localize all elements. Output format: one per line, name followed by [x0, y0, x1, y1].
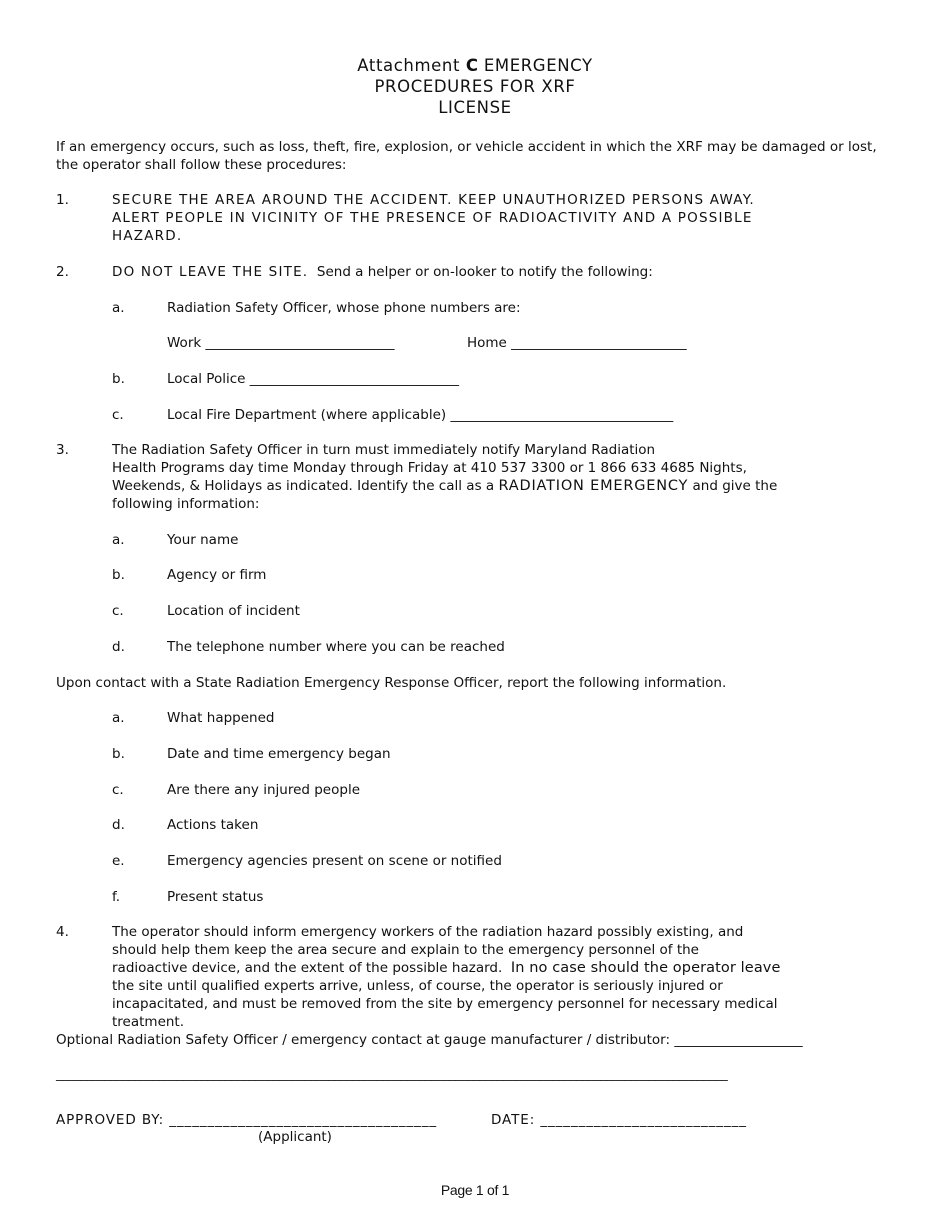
step3-line3-a: Weekends, & Holidays as indicated. Identify the call as a	[112, 478, 495, 494]
contact-intro: Upon contact with a State Radiation Emergency Response Officer, report the following information.	[56, 675, 727, 691]
applicant-caption: (Applicant)	[258, 1129, 332, 1145]
optional-contact-line2: _______________________________________________________________________________________________________________	[56, 1066, 728, 1081]
step2-item-a-text: Radiation Safety Officer, whose phone numbers are:	[167, 300, 521, 316]
title-line3: LICENSE	[438, 98, 512, 117]
date-field: DATE: ___________________________	[491, 1112, 747, 1128]
step3-line2: Health Programs day time Monday through Friday at 410 537 3300 or 1 866 633 4685 Nights,	[112, 460, 747, 476]
step4-line5: incapacitated, and must be removed from the site by emergency personnel for necessary medical	[112, 996, 778, 1012]
step3-line3	[112, 477, 777, 495]
contact-item-f-letter: f.	[112, 889, 121, 905]
step4-line4: the site until qualified experts arrive, unless, of course, the operator is seriously injured or	[112, 978, 723, 994]
step3-item-b-letter: b.	[112, 567, 125, 583]
step3-item-c-text: Location of incident	[167, 603, 300, 619]
contact-item-c-text: Are there any injured people	[167, 782, 360, 798]
step4-line2: should help them keep the area secure and explain to the emergency personnel of the	[112, 942, 699, 958]
step3-item-b-text: Agency or firm	[167, 567, 267, 583]
step3-item-d-letter: d.	[112, 639, 125, 655]
step3-line3-c: and give the	[692, 478, 778, 494]
page-number: Page 1 of 1	[440, 1182, 510, 1198]
intro-line1: If an emergency occurs, such as loss, theft, fire, explosion, or vehicle accident in which the XRF may be damaged or lost,	[56, 139, 877, 155]
intro-line2: the operator shall follow these procedures:	[56, 157, 347, 173]
contact-item-c-letter: c.	[112, 782, 124, 798]
title-attachment-letter: C	[465, 56, 478, 75]
step3-line1: The Radiation Safety Officer in turn must immediately notify Maryland Radiation	[112, 442, 656, 458]
local-police-field: Local Police _______________________________	[167, 371, 459, 387]
work-phone-field: Work ____________________________	[167, 335, 395, 351]
approved-by-field: APPROVED BY: ___________________________________	[56, 1112, 438, 1128]
step4-line3-a: radioactive device, and the extent of the possible hazard.	[112, 960, 503, 976]
title-line2: PROCEDURES FOR XRF	[374, 77, 576, 96]
step3-item-c-letter: c.	[112, 603, 124, 619]
step4-line3	[112, 959, 781, 977]
step3-line4: following information:	[112, 496, 260, 512]
step1-number: 1.	[56, 192, 69, 208]
step1-line2: ALERT PEOPLE IN VICINITY OF THE PRESENCE OF RADIOACTIVITY AND A POSSIBLE	[112, 210, 753, 226]
home-phone-field: Home __________________________	[467, 335, 687, 351]
title-prefix: Attachment	[357, 56, 461, 75]
step4-number: 4.	[56, 924, 69, 940]
step2-lead: DO NOT LEAVE THE SITE.	[112, 264, 309, 280]
step3-number: 3.	[56, 442, 69, 458]
optional-contact-field: Optional Radiation Safety Officer / emergency contact at gauge manufacturer / distributor: ___________________	[56, 1032, 803, 1048]
step4-line6: treatment.	[112, 1014, 185, 1030]
step3-item-a-letter: a.	[112, 532, 125, 548]
step2-item-c-letter: c.	[112, 407, 124, 423]
step2-text	[112, 263, 653, 281]
title-line1-rest: EMERGENCY	[483, 56, 593, 75]
step2-number: 2.	[56, 264, 69, 280]
step2-body: Send a helper or on-looker to notify the following:	[316, 264, 653, 280]
step2-item-b-letter: b.	[112, 371, 125, 387]
contact-item-d-text: Actions taken	[167, 817, 259, 833]
step4-line3-b: In no case should the operator leave	[510, 960, 781, 976]
step2-item-a-letter: a.	[112, 300, 125, 316]
contact-item-e-letter: e.	[112, 853, 125, 869]
contact-item-b-letter: b.	[112, 746, 125, 762]
step3-item-a-text: Your name	[167, 532, 239, 548]
contact-item-b-text: Date and time emergency began	[167, 746, 391, 762]
local-fire-department-field: Local Fire Department (where applicable) _________________________________	[167, 407, 674, 423]
radiation-emergency-label: RADIATION EMERGENCY	[498, 478, 689, 494]
contact-item-a-letter: a.	[112, 710, 125, 726]
contact-item-a-text: What happened	[167, 710, 275, 726]
step3-item-d-text: The telephone number where you can be reached	[167, 639, 505, 655]
step4-line1: The operator should inform emergency workers of the radiation hazard possibly existing, and	[112, 924, 744, 940]
document-title	[0, 55, 950, 118]
step1-line3: HAZARD.	[112, 228, 183, 244]
contact-item-e-text: Emergency agencies present on scene or notified	[167, 853, 502, 869]
contact-item-d-letter: d.	[112, 817, 125, 833]
contact-item-f-text: Present status	[167, 889, 264, 905]
step1-line1: SECURE THE AREA AROUND THE ACCIDENT. KEEP UNAUTHORIZED PERSONS AWAY.	[112, 192, 755, 208]
